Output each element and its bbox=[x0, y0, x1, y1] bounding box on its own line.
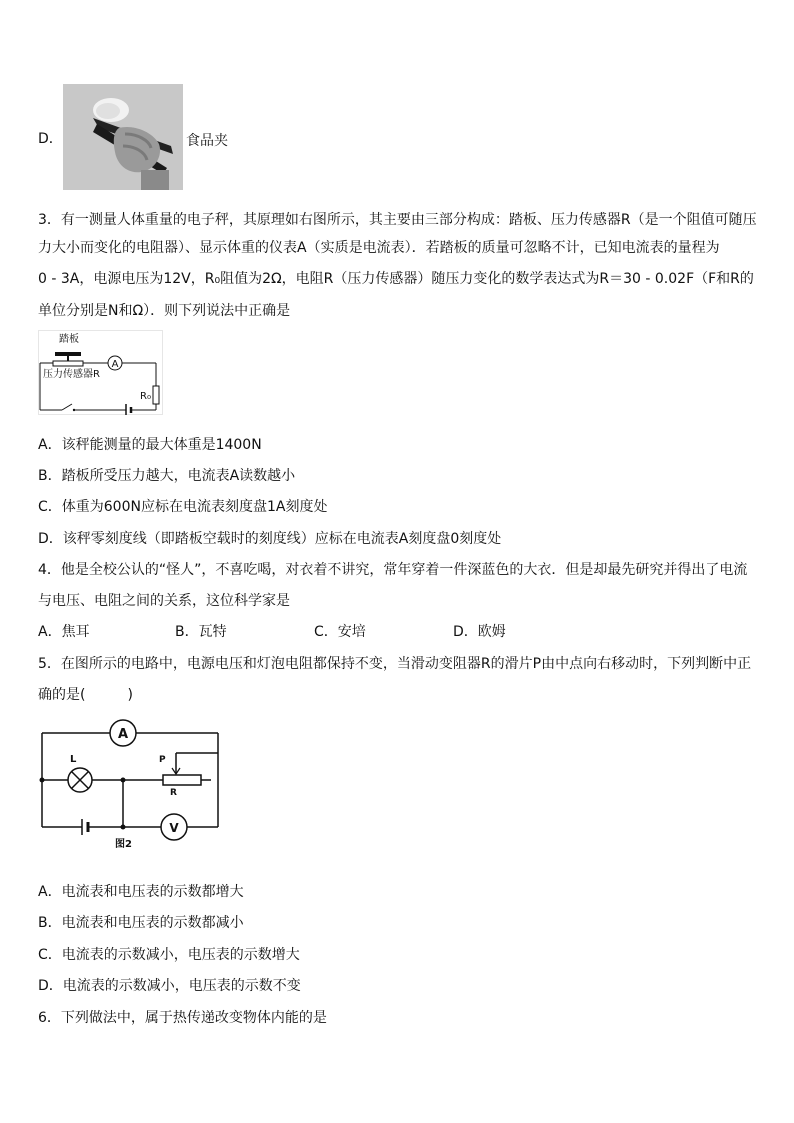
q3-sensor-label: 压力传感器R bbox=[43, 369, 100, 380]
q3-text-line-2: 力大小而变化的电阻器）、显示体重的仪表A（实质是电流表）．若踏板的质量可忽略不计，已知电流表的量程为 bbox=[38, 240, 720, 256]
switch-icon bbox=[62, 404, 72, 410]
q3-ammeter-label: A bbox=[111, 359, 119, 370]
q5-option-d: D．电流表的示数减小，电压表的示数不变 bbox=[38, 978, 301, 994]
pedal-icon bbox=[55, 352, 81, 356]
q5-figure-caption: 图2 bbox=[115, 839, 132, 850]
q5-text-line-2: 确的是( ) bbox=[38, 687, 133, 703]
q5-text-line-1: 5．在图所示的电路中，电源电压和灯泡电阻都保持不变，当滑动变阻器R的滑片P由中点向右移动时，下列判断中正 bbox=[38, 656, 752, 672]
q3-option-a: A．该秤能测量的最大体重是1400N bbox=[38, 437, 262, 453]
q6-text-line-1: 6．下列做法中，属于热传递改变物体内能的是 bbox=[38, 1010, 327, 1026]
q5-option-b: B．电流表和电压表的示数都减小 bbox=[38, 915, 244, 931]
q5-voltmeter-label: V bbox=[169, 821, 179, 835]
q5-lamp-label: L bbox=[70, 754, 77, 765]
food-tongs-image bbox=[63, 84, 183, 190]
prev-option-d-caption: 食品夹 bbox=[186, 133, 228, 149]
q3-text-line-1: 3．有一测量人体重量的电子秤，其原理如右图所示，其主要由三部分构成：踏板、压力传感器R（是一个阻值可随压 bbox=[38, 212, 757, 228]
q5-option-c: C．电流表的示数减小，电压表的示数增大 bbox=[38, 947, 300, 963]
q3-option-d: D．该秤零刻度线（即踏板空载时的刻度线）应标在电流表A刻度盘0刻度处 bbox=[38, 531, 502, 547]
q5-circuit-diagram bbox=[30, 715, 230, 855]
q3-text-line-4: 单位分别是N和Ω）．则下列说法中正确是 bbox=[38, 303, 291, 319]
q4-option-c: C．安培 bbox=[314, 624, 366, 640]
q3-text-line-3: 0 - 3A，电源电压为12V，R₀阻值为2Ω，电阻R（压力传感器）随压力变化的数学表达式为R＝30 - 0.02F（F和R的 bbox=[38, 271, 754, 287]
q3-option-c: C．体重为600N应标在电流表刻度盘1A刻度处 bbox=[38, 499, 328, 515]
q4-text-line-1: 4．他是全校公认的“怪人”，不喜吃喝，对衣着不讲究，常年穿着一件深蓝色的大衣．但是却最先研究并得出了电流 bbox=[38, 562, 748, 578]
q4-option-d: D．欧姆 bbox=[453, 624, 506, 640]
q4-text-line-2: 与电压、电阻之间的关系，这位科学家是 bbox=[38, 593, 290, 609]
q5-slider-label: P bbox=[159, 755, 166, 765]
resistor-r0-icon bbox=[153, 386, 159, 404]
q3-circuit-diagram bbox=[38, 330, 163, 415]
q5-option-a: A．电流表和电压表的示数都增大 bbox=[38, 884, 244, 900]
q5-rheostat-label: R bbox=[170, 788, 177, 798]
rheostat-icon bbox=[163, 775, 201, 785]
q3-r0-label: R₀ bbox=[140, 391, 151, 402]
food-tongs-photo bbox=[63, 84, 183, 190]
pressure-sensor-icon bbox=[53, 361, 83, 366]
prev-option-d-letter: D． bbox=[38, 131, 63, 147]
q3-option-b: B．踏板所受压力越大，电流表A读数越小 bbox=[38, 468, 296, 484]
q4-option-a: A．焦耳 bbox=[38, 624, 90, 640]
q5-ammeter-label: A bbox=[117, 727, 129, 742]
q4-option-b: B．瓦特 bbox=[175, 624, 227, 640]
q3-pedal-label: 踏板 bbox=[59, 334, 79, 345]
